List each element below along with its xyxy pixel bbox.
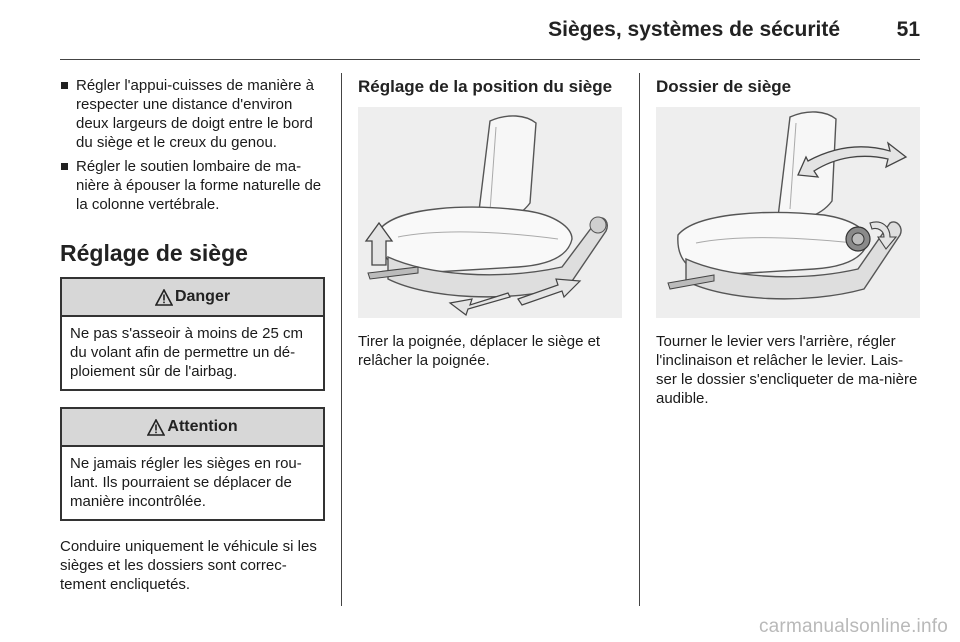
- danger-header: [62, 279, 323, 317]
- bullet-item: Régler le soutien lombaire de ma-nière à épouser la forme naturelle de la colonne vertébrale.: [60, 157, 325, 214]
- danger-text: Ne pas s'asseoir à moins de 25 cm du volant afin de permettre un dé-ploiement sûr de l'airbag.: [70, 325, 303, 380]
- warning-triangle-icon: [147, 419, 165, 436]
- column-divider-2: [639, 73, 640, 606]
- header-rule: [60, 59, 920, 60]
- page-number: 51: [896, 18, 920, 41]
- watermark: carmanualsonline.info: [758, 616, 948, 637]
- column-right: [656, 76, 921, 408]
- section-title: Réglage de siège: [60, 240, 248, 266]
- danger-notice: [60, 277, 325, 391]
- attention-header: [62, 409, 323, 447]
- seat-back-illustration: [656, 107, 920, 318]
- seat-position-caption: Tirer la poignée, déplacer le siège et relâcher la poignée.: [358, 333, 601, 369]
- attention-label: Attention: [167, 418, 238, 435]
- attention-text: Ne jamais régler les sièges en rou-lant. Ils pourraient se déplacer de manière incontrôlée.: [70, 455, 302, 510]
- seat-back-title: Dossier de siège: [656, 77, 792, 96]
- page-header-title: Sièges, systèmes de sécurité: [548, 18, 840, 41]
- column-middle: [358, 76, 623, 370]
- closing-paragraph: Conduire uniquement le véhicule si les sièges et les dossiers sont correc-tement encliquetés.: [60, 538, 317, 593]
- bullet-item: Régler l'appui-cuisses de manière à respecter une distance d'environ deux largeurs de doigt entre le bord du siège et le creux du genou.: [60, 76, 325, 152]
- seat-position-title: Réglage de la position du siège: [358, 77, 613, 96]
- seat-back-caption: Tourner le levier vers l'arrière, régler l'inclinaison et relâcher le levier. Lais-ser le dossier s'encliqueter de ma-nière audible.: [656, 333, 918, 407]
- seat-position-illustration: [358, 107, 622, 318]
- column-divider-1: [341, 73, 342, 606]
- warning-triangle-icon: [155, 289, 173, 306]
- attention-notice: [60, 407, 325, 521]
- column-left: [60, 76, 325, 594]
- bullet-list: [60, 76, 325, 214]
- danger-label: Danger: [174, 288, 231, 305]
